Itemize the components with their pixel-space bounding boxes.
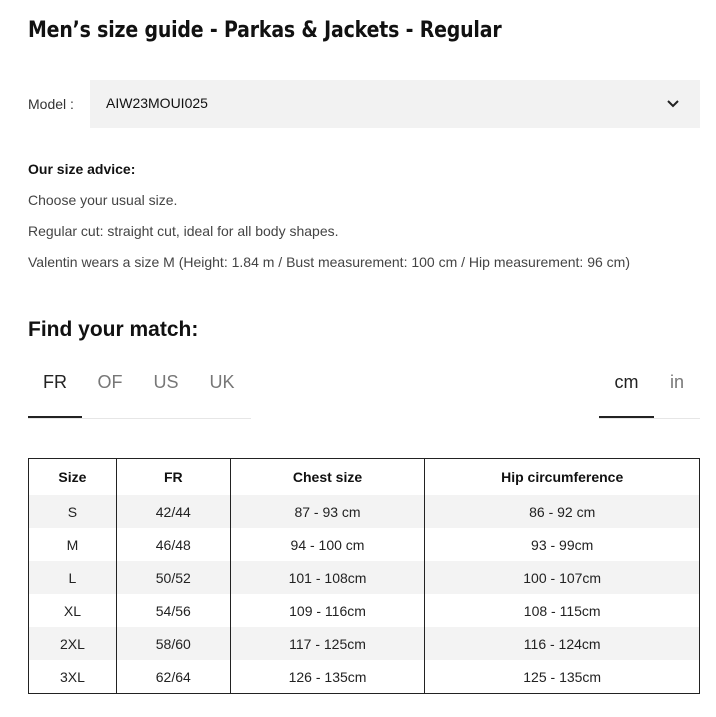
size-advice-line: Regular cut: straight cut, ideal for all body shapes. [28,223,339,239]
table-cell: L [29,561,117,594]
tab-of[interactable]: OF [97,372,123,392]
model-label: Model : [28,96,74,112]
tab-uk[interactable]: UK [209,372,235,392]
table-row [29,495,700,528]
table-cell: 100 - 107cm [425,561,700,594]
chevron-down-icon [666,97,680,111]
table-cell: 87 - 93 cm [230,495,425,528]
table-cell: 50/52 [116,561,230,594]
size-advice-line: Valentin wears a size M (Height: 1.84 m / Bust measurement: 100 cm / Hip measurement: 96 cm) [28,254,630,270]
table-cell: 2XL [29,627,117,660]
table-cell: 117 - 125cm [230,627,425,660]
table-cell: M [29,528,117,561]
table-cell: 125 - 135cm [425,660,700,694]
tab-in[interactable]: in [669,372,684,392]
table-cell: 109 - 116cm [230,594,425,627]
table-cell: 108 - 115cm [425,594,700,627]
size-advice [28,160,630,271]
size-system-tabs [28,360,251,419]
table-cell: 94 - 100 cm [230,528,425,561]
column-header: FR [116,459,230,496]
find-match-title: Find your match: [28,318,199,341]
table-cell: 126 - 135cm [230,660,425,694]
table-row [29,561,700,594]
table-row [29,594,700,627]
page-title: Men’s size guide - Parkas & Jackets - Regular [28,18,502,43]
table-cell: 58/60 [116,627,230,660]
tab-cm[interactable]: cm [599,360,654,418]
model-select[interactable] [90,80,700,128]
size-advice-line: Choose your usual size. [28,192,178,208]
table-cell: 101 - 108cm [230,561,425,594]
size-advice-heading: Our size advice: [28,161,136,177]
column-header: Chest size [230,459,425,496]
table-row [29,627,700,660]
tab-fr[interactable]: FR [28,360,82,418]
table-cell: 62/64 [116,660,230,694]
tab-us[interactable]: US [153,372,179,392]
table-row [29,660,700,694]
table-cell: XL [29,594,117,627]
column-header: Size [29,459,117,496]
column-header: Hip circumference [425,459,700,496]
model-select-value: AIW23MOUI025 [106,95,208,111]
table-cell: 3XL [29,660,117,694]
size-table [28,458,700,694]
table-cell: S [29,495,117,528]
table-cell: 116 - 124cm [425,627,700,660]
table-cell: 46/48 [116,528,230,561]
table-cell: 54/56 [116,594,230,627]
table-cell: 86 - 92 cm [425,495,700,528]
unit-tabs [599,360,700,419]
table-row [29,528,700,561]
table-header-row [29,459,700,496]
table-cell: 42/44 [116,495,230,528]
table-cell: 93 - 99cm [425,528,700,561]
